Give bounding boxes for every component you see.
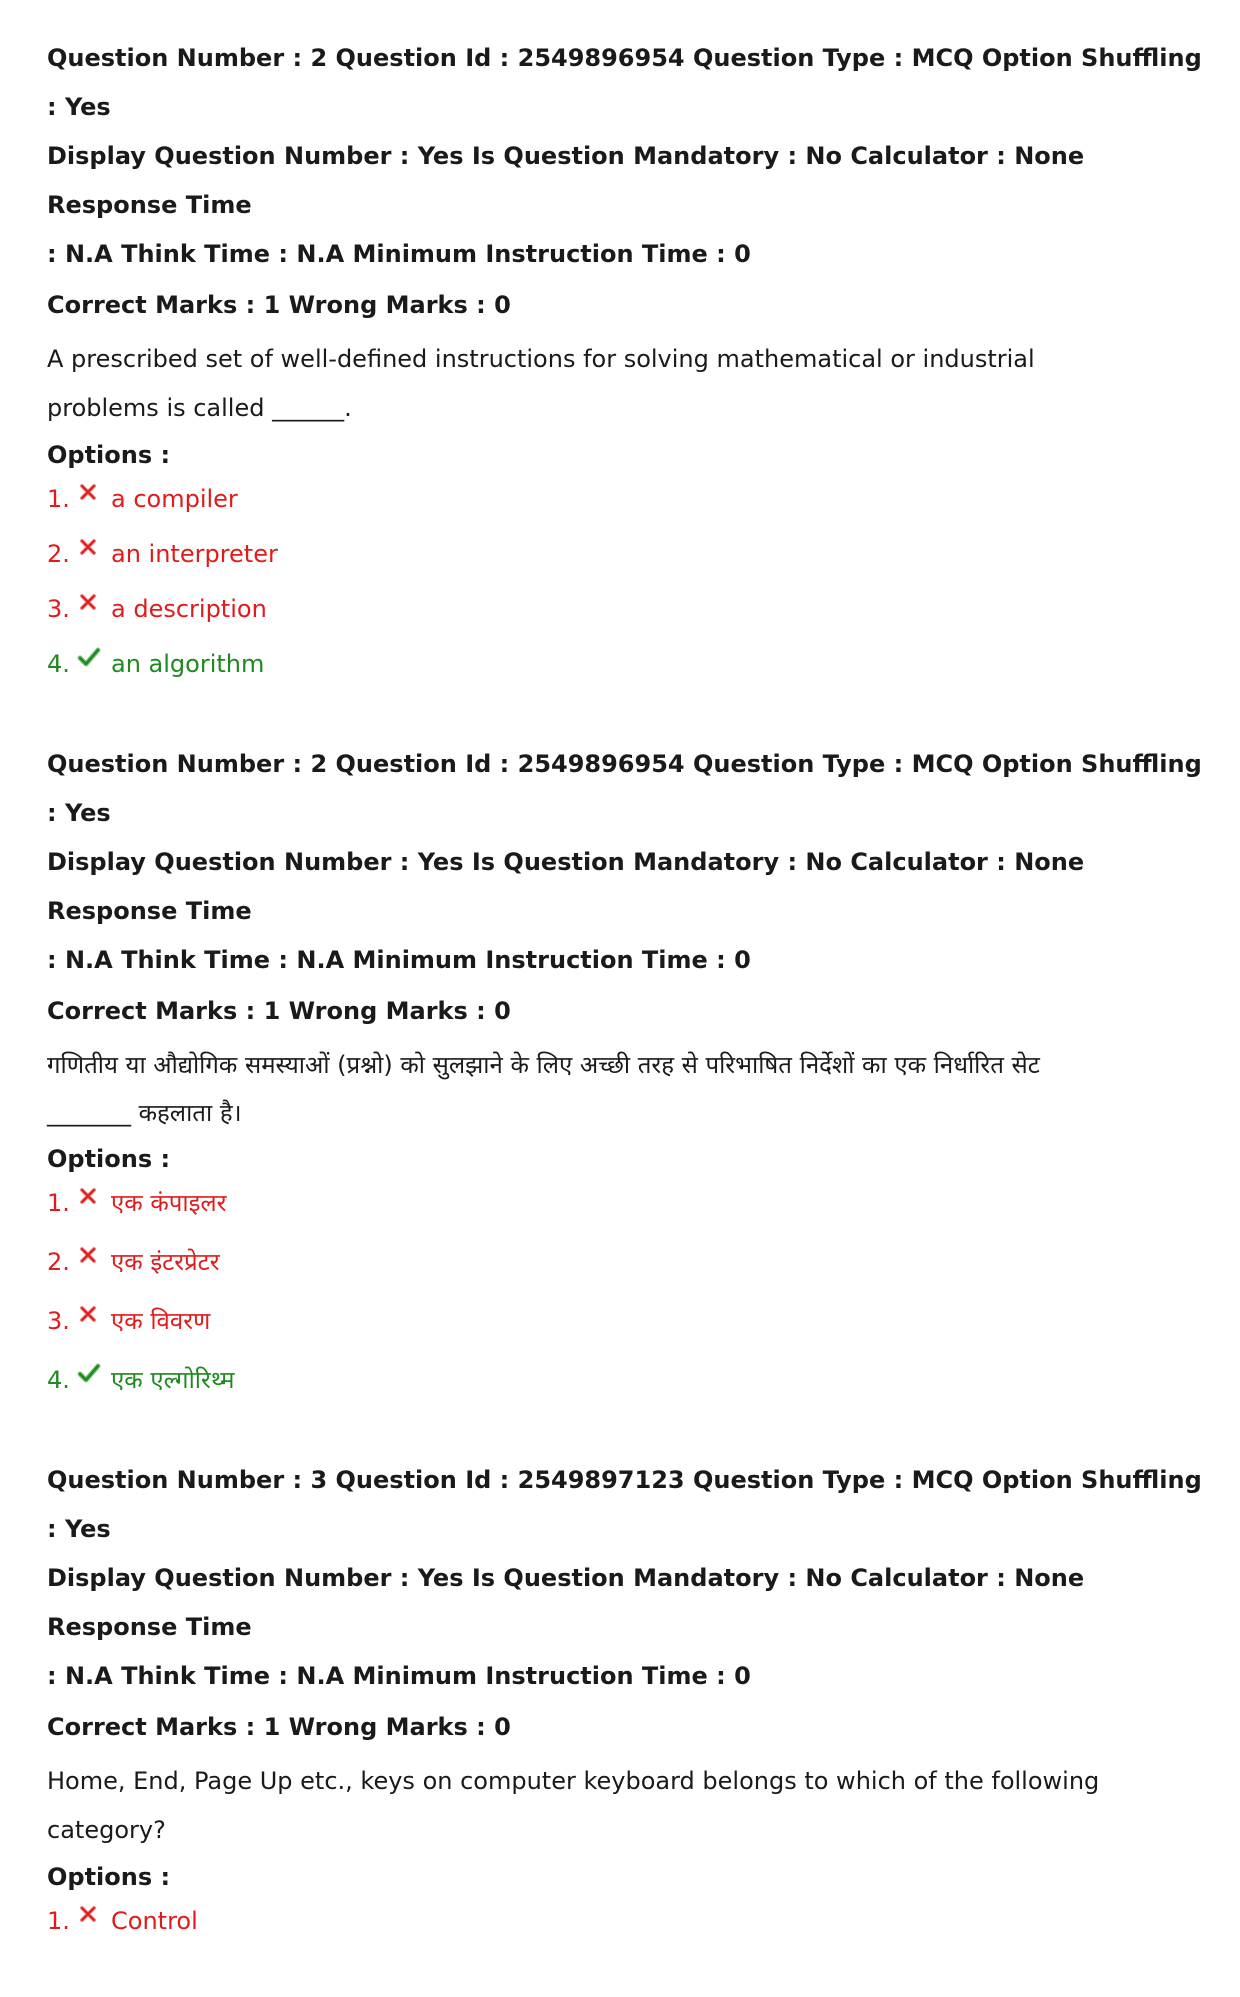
marks-info: Correct Marks : 1 Wrong Marks : 0 — [47, 997, 511, 1025]
option-number: 1. — [47, 1189, 70, 1217]
option-item — [47, 1305, 1207, 1337]
option-item — [47, 483, 1207, 515]
question-text: गणितीय या औद्योगिक समस्याओं (प्रश्नो) को सुलझाने के लिए अच्छी तरह से परिभाषित निर्देशों का एक निर्धारित सेट _______ कहलाता है। — [47, 1051, 1040, 1127]
question-text: A prescribed set of well-defined instructions for solving mathematical or industrial problems is called ______. — [47, 345, 1035, 422]
option-text: a compiler — [111, 485, 238, 513]
option-number: 4. — [47, 1366, 70, 1394]
option-text: a description — [111, 595, 267, 623]
cross-icon — [77, 1244, 103, 1266]
marks-info: Correct Marks : 1 Wrong Marks : 0 — [47, 291, 511, 319]
question-meta-line: Question Number : 2 Question Id : 2549896954 Question Type : MCQ Option Shuffling : Yes — [47, 44, 1202, 121]
option-number: 1. — [47, 485, 70, 513]
question-meta-line: : N.A Think Time : N.A Minimum Instruction Time : 0 — [47, 1662, 751, 1690]
question-meta-line: Question Number : 3 Question Id : 2549897123 Question Type : MCQ Option Shuffling : Yes — [47, 1466, 1202, 1543]
options-label: Options : — [47, 441, 171, 469]
question-text: Home, End, Page Up etc., keys on computer keyboard belongs to which of the following category? — [47, 1767, 1100, 1844]
option-text: एक इंटरप्रेटर — [111, 1248, 220, 1276]
cross-icon — [77, 1185, 103, 1207]
question-meta — [47, 740, 1207, 985]
option-text: an interpreter — [111, 540, 278, 568]
option-number: 2. — [47, 540, 70, 568]
option-number: 2. — [47, 1248, 70, 1276]
option-item — [47, 648, 1207, 680]
option-text: एक कंपाइलर — [111, 1189, 227, 1217]
option-number: 3. — [47, 1307, 70, 1335]
cross-icon — [77, 591, 103, 613]
question-meta — [47, 1456, 1207, 1701]
question-meta — [47, 34, 1207, 279]
cross-icon — [77, 1303, 103, 1325]
question-meta-line: Display Question Number : Yes Is Question Mandatory : No Calculator : None Response Time — [47, 1564, 1085, 1641]
question-block — [47, 1456, 1207, 1937]
option-item — [47, 593, 1207, 625]
question-meta-line: Question Number : 2 Question Id : 2549896954 Question Type : MCQ Option Shuffling : Yes — [47, 750, 1202, 827]
option-item — [47, 1905, 1207, 1937]
option-number: 1. — [47, 1907, 70, 1935]
option-number: 4. — [47, 650, 70, 678]
option-item — [47, 538, 1207, 570]
options-label: Options : — [47, 1145, 171, 1173]
option-text: एक विवरण — [111, 1307, 211, 1335]
question-meta-line: : N.A Think Time : N.A Minimum Instruction Time : 0 — [47, 946, 751, 974]
question-meta-line: Display Question Number : Yes Is Question Mandatory : No Calculator : None Response Time — [47, 848, 1085, 925]
option-item — [47, 1187, 1207, 1219]
cross-icon — [77, 1903, 103, 1925]
option-item — [47, 1246, 1207, 1278]
cross-icon — [77, 536, 103, 558]
question-meta-line: Display Question Number : Yes Is Question Mandatory : No Calculator : None Response Time — [47, 142, 1085, 219]
question-meta-line: : N.A Think Time : N.A Minimum Instruction Time : 0 — [47, 240, 751, 268]
check-icon — [77, 1362, 103, 1384]
cross-icon — [77, 481, 103, 503]
option-item — [47, 1364, 1207, 1396]
question-paper — [47, 34, 1207, 1997]
option-text: Control — [111, 1907, 198, 1935]
option-text: an algorithm — [111, 650, 265, 678]
check-icon — [77, 646, 103, 668]
options-label: Options : — [47, 1863, 171, 1891]
option-text: एक एल्गोरिथ्म — [111, 1366, 235, 1394]
question-block — [47, 740, 1207, 1396]
question-block — [47, 34, 1207, 680]
option-number: 3. — [47, 595, 70, 623]
marks-info: Correct Marks : 1 Wrong Marks : 0 — [47, 1713, 511, 1741]
